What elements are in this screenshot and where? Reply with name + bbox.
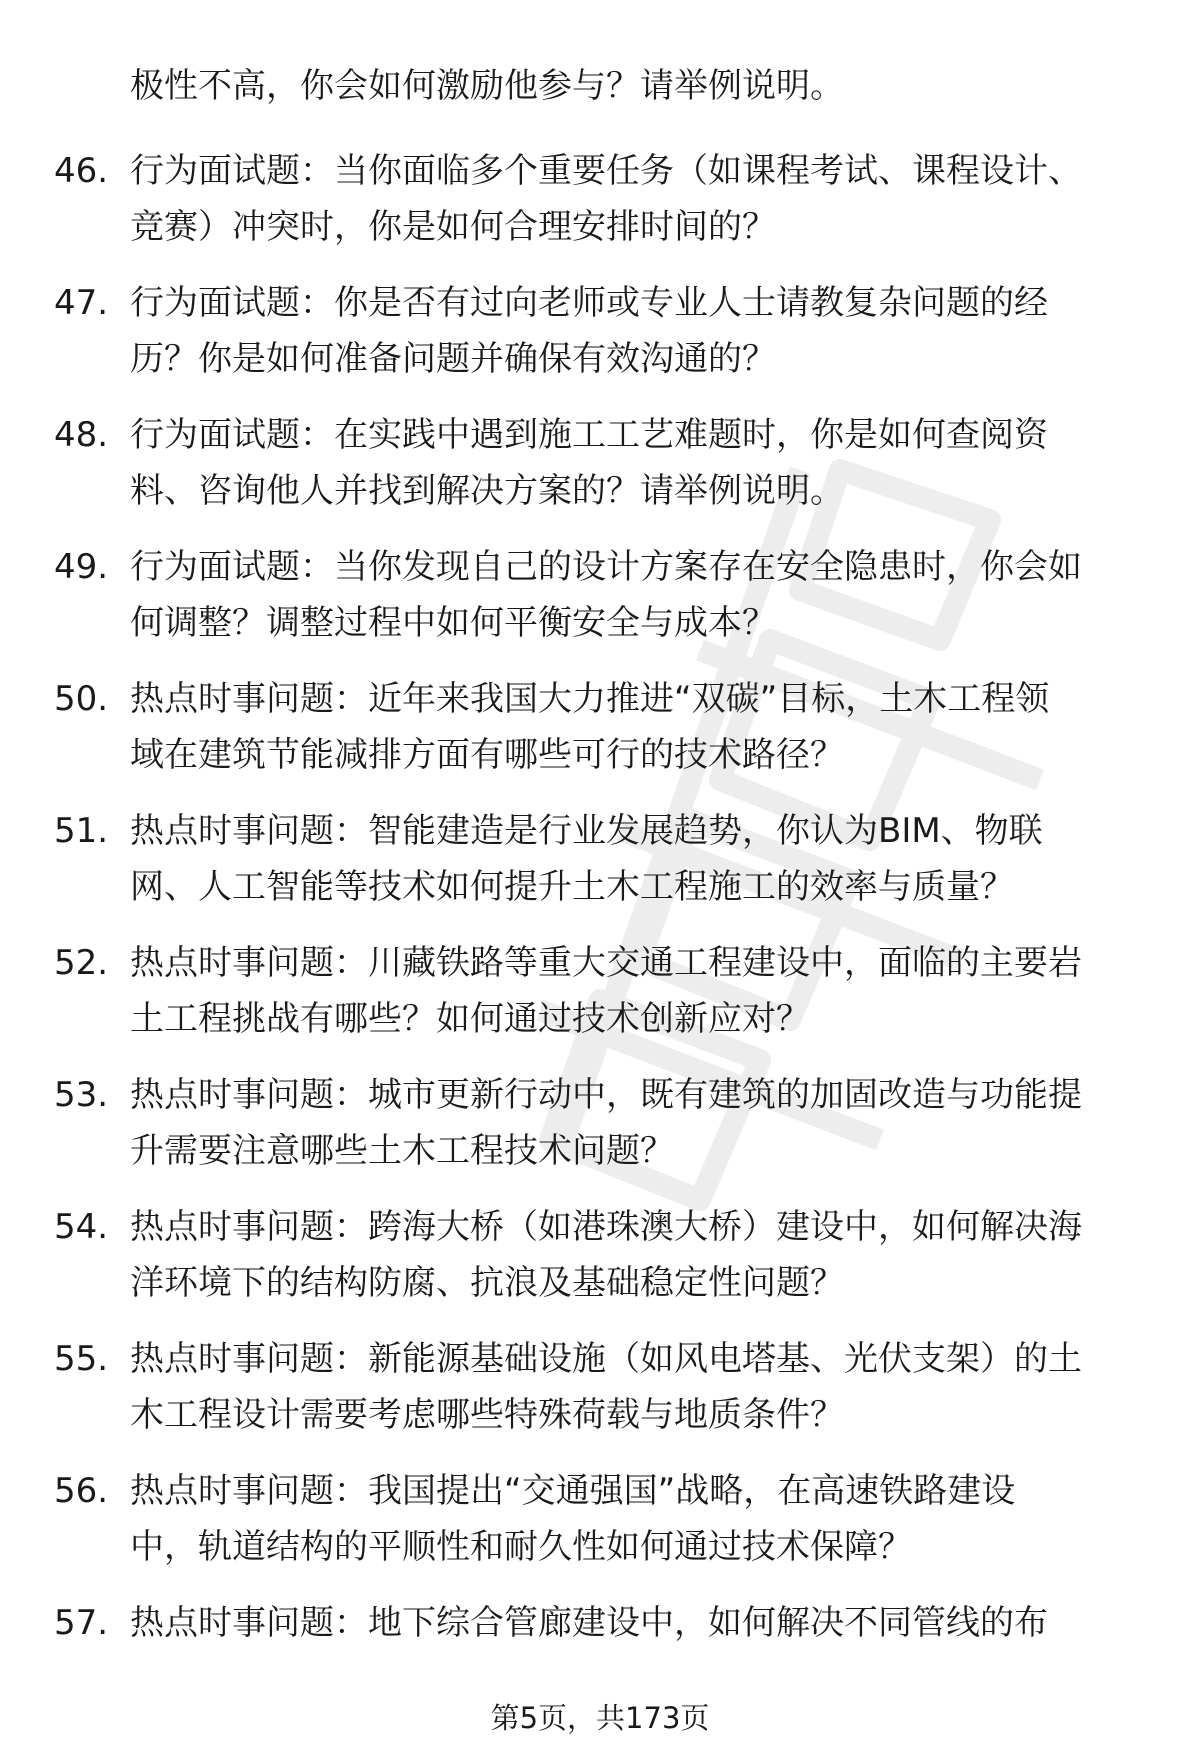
- question-text-line: 升需要注意哪些土木工程技术问题？: [130, 1131, 674, 1171]
- question-text-line: 土工程挑战有哪些？如何通过技术创新应对？: [130, 999, 810, 1039]
- question-item: [0, 803, 1200, 935]
- question-text-line: 木工程设计需要考虑哪些特殊荷载与地质条件？: [130, 1395, 844, 1435]
- question-item: [0, 1199, 1200, 1331]
- question-text: [130, 407, 1150, 519]
- question-text-line: 竞赛）冲突时，你是如何合理安排时间的？: [130, 207, 776, 247]
- question-text-line: 热点时事问题：智能建造是行业发展趋势，你认为BIM、物联: [130, 811, 1043, 851]
- question-text: [130, 1199, 1150, 1311]
- question-number: 54.: [54, 1207, 109, 1247]
- question-number: 56.: [54, 1471, 109, 1511]
- question-number: 53.: [54, 1075, 109, 1115]
- question-text-line: 行为面试题：当你发现自己的设计方案存在安全隐患时，你会如: [130, 547, 1082, 587]
- question-text-line: 热点时事问题：城市更新行动中，既有建筑的加固改造与功能提: [130, 1075, 1082, 1115]
- question-item: [0, 935, 1200, 1067]
- question-number: 47.: [54, 283, 109, 323]
- question-text: [130, 803, 1150, 915]
- question-text: [130, 1463, 1150, 1575]
- question-number: 48.: [54, 415, 109, 455]
- question-item: [0, 1463, 1200, 1595]
- question-text-line: 洋环境下的结构防腐、抗浪及基础稳定性问题？: [130, 1263, 844, 1303]
- question-text-line: 热点时事问题：新能源基础设施（如风电塔基、光伏支架）的土: [130, 1339, 1082, 1379]
- question-text-line: 热点时事问题：地下综合管廊建设中，如何解决不同管线的布: [130, 1603, 1048, 1643]
- question-text-line: 热点时事问题：跨海大桥（如港珠澳大桥）建设中，如何解决海: [130, 1207, 1082, 1247]
- question-text-line: 网、人工智能等技术如何提升土木工程施工的效率与质量？: [130, 867, 1014, 907]
- question-number: 57.: [54, 1603, 109, 1643]
- question-number: 50.: [54, 679, 109, 719]
- question-number: 55.: [54, 1339, 109, 1379]
- question-text-line: 热点时事问题：我国提出“交通强国”战略，在高速铁路建设: [130, 1471, 1016, 1511]
- question-text: [130, 275, 1150, 387]
- question-text: [130, 1067, 1150, 1179]
- question-text-line: 行为面试题：在实践中遇到施工工艺难题时，你是如何查阅资: [130, 415, 1048, 455]
- question-text: [130, 539, 1150, 651]
- continued-question-text: 极性不高，你会如何激励他参与？请举例说明。: [130, 66, 844, 106]
- question-item: [0, 539, 1200, 671]
- question-text-line: 何调整？调整过程中如何平衡安全与成本？: [130, 603, 776, 643]
- question-text: [130, 143, 1150, 255]
- question-number: 52.: [54, 943, 109, 983]
- question-item: [0, 143, 1200, 275]
- question-number: 51.: [54, 811, 109, 851]
- question-item: [0, 671, 1200, 803]
- question-text: [130, 1331, 1150, 1443]
- question-text: [130, 671, 1150, 783]
- question-text-line: 料、咨询他人并找到解决方案的？请举例说明。: [130, 471, 844, 511]
- question-number: 46.: [54, 151, 109, 191]
- question-item: [0, 407, 1200, 539]
- question-list: [0, 143, 1200, 1727]
- question-text-line: 热点时事问题：近年来我国大力推进“双碳”目标，土木工程领: [130, 679, 1050, 719]
- question-text-line: 历？你是如何准备问题并确保有效沟通的？: [130, 339, 776, 379]
- page-footer: 第5页，共173页: [490, 1701, 710, 1735]
- question-text: [130, 935, 1150, 1047]
- question-number: 49.: [54, 547, 109, 587]
- question-text-line: 行为面试题：你是否有过向老师或专业人士请教复杂问题的经: [130, 283, 1048, 323]
- question-text-line: 热点时事问题：川藏铁路等重大交通工程建设中，面临的主要岩: [130, 943, 1082, 983]
- question-text: [130, 1595, 1150, 1651]
- question-text-line: 域在建筑节能减排方面有哪些可行的技术路径？: [130, 735, 844, 775]
- question-text-line: 行为面试题：当你面临多个重要任务（如课程考试、课程设计、: [130, 151, 1082, 191]
- question-item: [0, 1067, 1200, 1199]
- question-item: [0, 275, 1200, 407]
- question-item: [0, 1331, 1200, 1463]
- question-text-line: 中，轨道结构的平顺性和耐久性如何通过技术保障？: [130, 1527, 912, 1567]
